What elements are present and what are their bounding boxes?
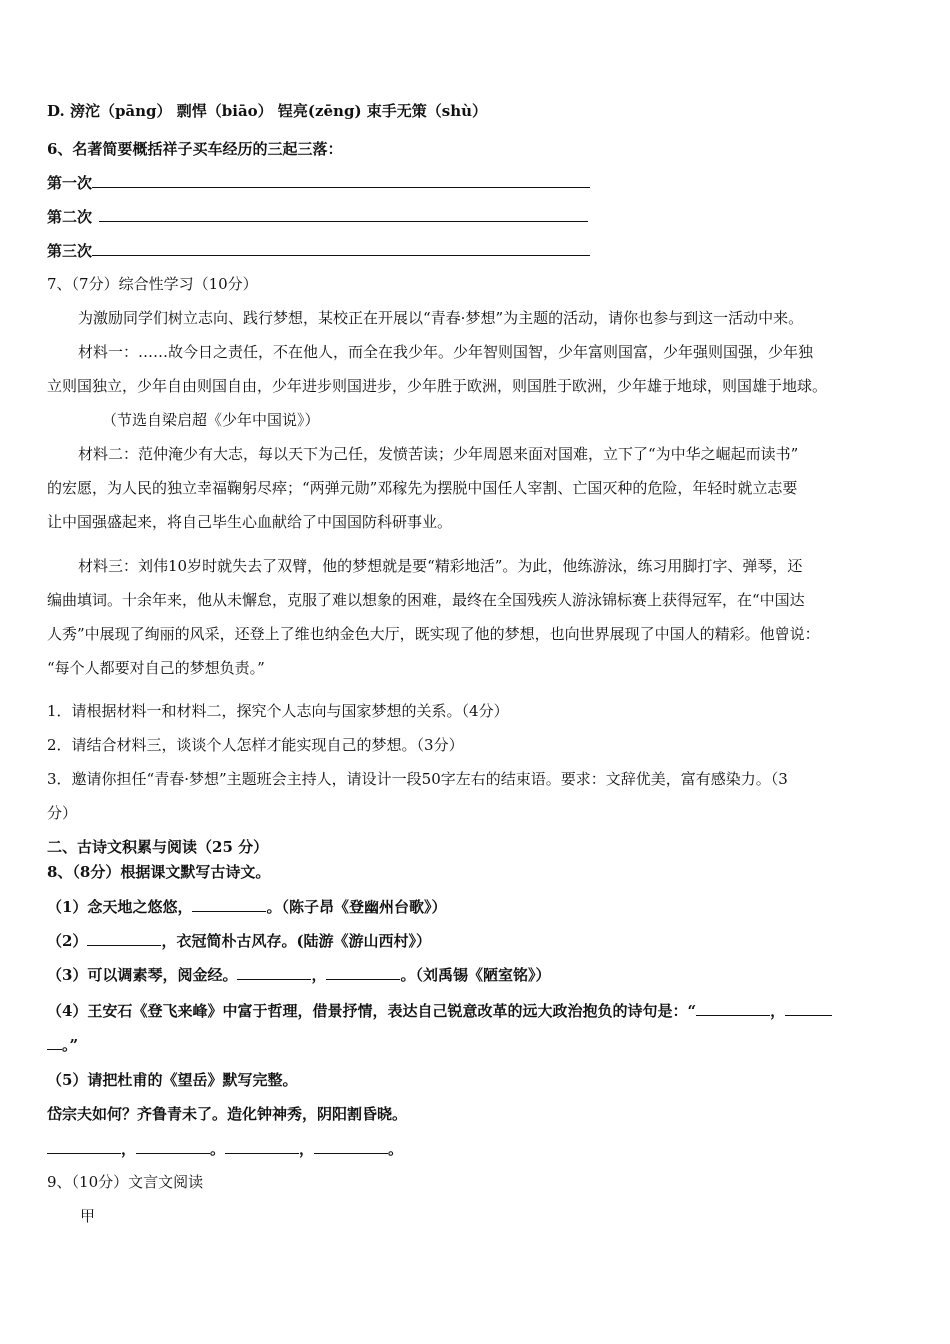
q7-subquestion-3-line-2: 分） — [47, 804, 78, 822]
material-1-line-2: 立则国独立，少年自由则国自由，少年进步则国进步，少年胜于欧洲，则国胜于欧洲，少年雄于地球，则国雄于地球。 — [47, 377, 828, 395]
punct: 。 — [210, 1140, 226, 1158]
q8-item-3 — [47, 964, 550, 985]
answer-blank[interactable] — [785, 1000, 832, 1016]
punct: ， — [121, 1140, 137, 1158]
q8-item-1-text: （1）念天地之悠悠， — [47, 898, 193, 916]
q9-stem: 9、（10分）文言文阅读 — [47, 1173, 204, 1191]
answer-blank[interactable] — [192, 896, 266, 912]
q8-item-4-end: 。” — [62, 1036, 79, 1054]
q8-item-4-comma: ， — [770, 1002, 786, 1020]
q7-subquestion-2: 2．请结合材料三，谈谈个人怎样才能实现自己的梦想。（3分） — [47, 736, 464, 754]
q7-stem: 7、（7分）综合性学习（10分） — [47, 275, 258, 293]
q8-item-2 — [47, 930, 431, 951]
option-d-text: 滂沱（pāng） 剽悍（biāo） 锃亮(zēng) 束手无策（shù） — [69, 102, 488, 120]
material-3-line-3: 人秀”中展现了绚丽的风采，还登上了维也纳金色大厅，既实现了他的梦想，也向世界展现了中国人的精彩。他曾说： — [47, 625, 820, 643]
q8-item-5: （5）请把杜甫的《望岳》默写完整。 — [47, 1071, 298, 1089]
q6-third-label: 第三次 — [47, 242, 93, 260]
q6-first-line — [47, 172, 590, 193]
answer-blank[interactable] — [326, 964, 400, 980]
q8-item-2-number: （2） — [47, 932, 88, 950]
punct: 。 — [388, 1140, 404, 1158]
q8-item-3-comma: ， — [311, 966, 327, 984]
punct: ， — [299, 1140, 315, 1158]
q8-item-3-text: （3）可以调素琴，阅金经。 — [47, 966, 238, 984]
q6-second-line — [47, 206, 588, 227]
q8-item-1 — [47, 896, 446, 917]
answer-blank[interactable] — [225, 1138, 299, 1154]
q6-third-line — [47, 240, 590, 261]
material-2-line-1: 材料二：范仲淹少有大志，每以天下为己任，发愤苦读；少年周恩来面对国难，立下了“为中华之崛起而读书” — [78, 445, 799, 463]
q8-stem: 8、（8分）根据课文默写古诗文。 — [47, 863, 271, 881]
material-3-line-2: 编曲填词。十余年来，他从未懈怠，克服了难以想象的困难，最终在全国残疾人游泳锦标赛上获得冠军，在“中国达 — [47, 591, 805, 609]
q5-option-d — [47, 101, 487, 121]
answer-blank[interactable] — [99, 206, 588, 222]
q8-item-4-line-1 — [47, 1000, 832, 1021]
q8-item-5-poem: 岱宗夫如何？齐鲁青未了。造化钟神秀，阴阳割昏晓。 — [47, 1105, 408, 1123]
q8-item-4-line-2 — [47, 1034, 78, 1055]
q7-intro: 为激励同学们树立志向、践行梦想，某校正在开展以“青春·梦想”为主题的活动，请你也参与到这一活动中来。 — [78, 309, 804, 327]
q6-stem: 6、名著简要概括祥子买车经历的三起三落： — [47, 140, 343, 158]
answer-blank[interactable] — [237, 964, 311, 980]
q8-item-4-text: （4）王安石《登飞来峰》中富于哲理，借景抒情，表达自己锐意改革的远大政治抱负的诗句是：“ — [47, 1002, 697, 1020]
material-2-line-2: 的宏愿，为人民的独立幸福鞠躬尽瘁；“两弹元勋”邓稼先为摆脱中国任人宰割、亡国灭种的危险，年轻时就立志要 — [47, 479, 798, 497]
material-3-line-4: “每个人都要对自己的梦想负责。” — [47, 659, 265, 677]
material-1-source: （节选自梁启超《少年中国说》） — [102, 411, 320, 429]
option-d-label: D. — [47, 102, 65, 120]
q8-item-1-source: 。（陈子昂《登幽州台歌》） — [266, 898, 447, 916]
q9-passage-jia: 甲 — [80, 1207, 96, 1225]
q8-item-3-source: 。（刘禹锡《陋室铭》） — [400, 966, 551, 984]
material-3-line-1: 材料三：刘伟10岁时就失去了双臂，他的梦想就是要“精彩地活”。为此，他练游泳，练习用脚打字、弹琴，还 — [78, 557, 803, 575]
answer-blank[interactable] — [47, 1034, 62, 1050]
q6-second-label: 第二次 — [47, 208, 93, 226]
answer-blank[interactable] — [136, 1138, 210, 1154]
q8-item-5-blanks — [47, 1138, 403, 1159]
answer-blank[interactable] — [314, 1138, 388, 1154]
section-2-heading: 二、古诗文积累与阅读（25 分） — [47, 838, 269, 856]
answer-blank[interactable] — [696, 1000, 770, 1016]
answer-blank[interactable] — [92, 172, 590, 188]
answer-blank[interactable] — [87, 930, 161, 946]
answer-blank[interactable] — [47, 1138, 121, 1154]
q8-item-2-text: ，衣冠简朴古风存。(陆游《游山西村》） — [161, 932, 432, 950]
material-1-line-1: 材料一：……故今日之责任，不在他人，而全在我少年。少年智则国智，少年富则国富，少年强则国强，少年独 — [78, 343, 814, 361]
q7-subquestion-1: 1．请根据材料一和材料二，探究个人志向与国家梦想的关系。（4分） — [47, 702, 509, 720]
q6-first-label: 第一次 — [47, 174, 93, 192]
q7-subquestion-3-line-1: 3．邀请你担任“青春·梦想”主题班会主持人，请设计一段50字左右的结束语。要求：文辞优美，富有感染力。（3 — [47, 770, 788, 788]
material-2-line-3: 让中国强盛起来，将自己毕生心血献给了中国国防科研事业。 — [47, 513, 453, 531]
answer-blank[interactable] — [92, 240, 590, 256]
